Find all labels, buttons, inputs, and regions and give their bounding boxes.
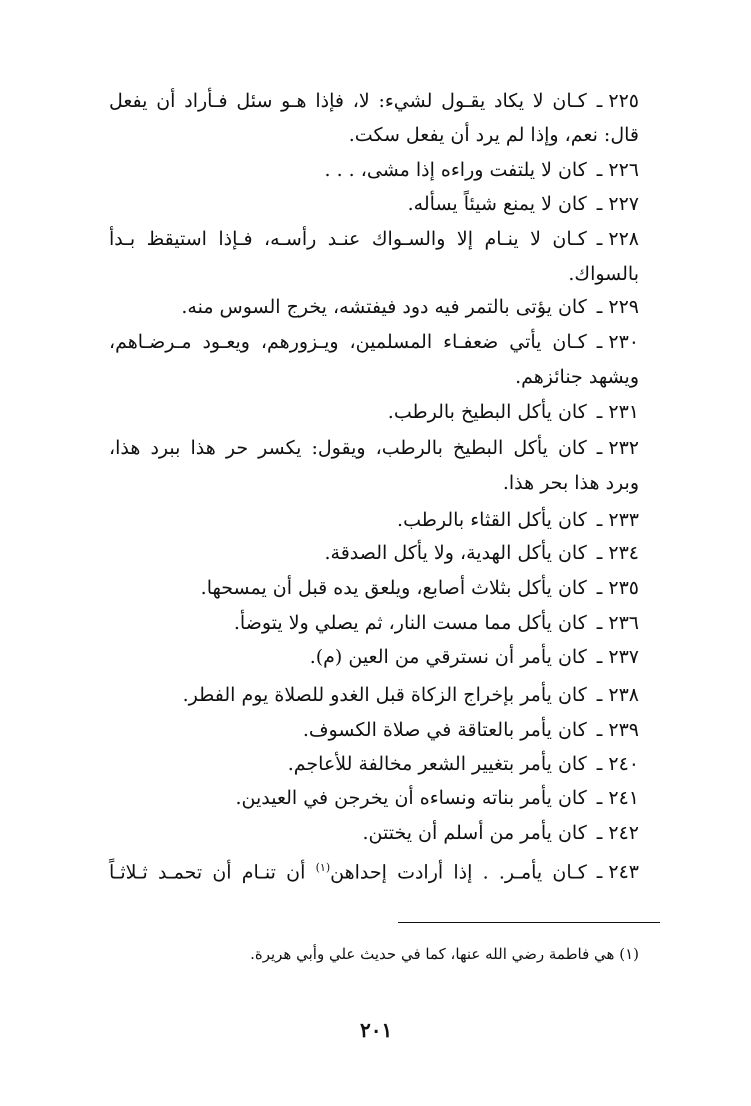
entry-227 [109,193,639,215]
entry-text: كان يأمر بناته ونساءه أن يخرجن في العيدين. [235,787,587,809]
entry-236 [109,612,639,634]
footnote: (١) هي فاطمة رضي الله عنها، كما في حديث علي وأبي هريرة. [250,945,639,963]
entry-number: ٢٤٠ ـ [596,753,639,775]
entry-number: ٢٤١ ـ [596,787,639,809]
page-number: ٢٠١ [360,1018,393,1042]
entry-228 [109,228,639,250]
entry-text: كان يأكل البطيخ بالرطب، ويقول: يكسر حر هذا ببرد هذا، [109,437,587,459]
entry-232 [109,437,639,459]
entry-225-continuation: قال: نعم، وإذا لم يرد أن يفعل سكت. [348,124,639,146]
entry-number: ٢٤٢ ـ [596,822,639,844]
entry-238 [109,684,639,706]
entry-229 [109,296,639,318]
entry-number: ٢٣٢ ـ [596,437,639,459]
entry-243 [109,857,639,883]
footnote-marker: (١) [315,861,331,874]
entry-text: كـان لا ينـام إلا والسـواك عنـد رأسـه، فـإذا استيقظ بـدأ [109,228,587,250]
entry-234 [109,542,639,564]
entry-text: كان يأمر أن نسترقي من العين (م). [309,646,587,668]
entry-number: ٢٣١ ـ [596,401,639,423]
entry-number: ٢٢٩ ـ [596,296,639,318]
entry-text: كـان يأتي ضعفـاء المسلمين، ويـزورهم، ويعـود مـرضـاهم، [109,331,587,353]
entry-235 [109,577,639,599]
entry-text: كان يأكل الهدية، ولا يأكل الصدقة. [324,542,587,564]
entry-number: ٢٢٨ ـ [596,228,639,250]
entry-number: ٢٣٨ ـ [596,684,639,706]
entry-233 [109,509,639,531]
entry-237 [109,646,639,668]
entry-text: كـان لا يكاد يقـول لشيء: لا، فإذا هـو سئل فـأراد أن يفعل [109,90,587,112]
entry-text: كان يأكل بثلاث أصابع، ويلعق يده قبل أن يمسحها. [200,577,587,599]
entry-230 [109,331,639,353]
entry-239 [109,719,639,741]
entry-number: ٢٣٧ ـ [596,646,639,668]
entry-text: كان يأكل البطيخ بالرطب. [387,401,587,423]
entry-text: كان يأكل مما مست النار، ثم يصلي ولا يتوضأ. [233,612,587,634]
entry-number: ٢٣٦ ـ [596,612,639,634]
entry-number: ٢٣٥ ـ [596,577,639,599]
entry-number: ٢٣٣ ـ [596,509,639,531]
entry-241 [109,787,639,809]
entry-230-continuation: ويشهد جنائزهم. [515,366,639,388]
entry-number: ٢٣٠ ـ [596,331,639,353]
entry-number: ٢٢٧ ـ [596,193,639,215]
entry-226 [109,159,639,181]
entry-text: كان لا يمنع شيئاً يسأله. [407,193,587,215]
entry-text: كان يؤتى بالتمر فيه دود فيفتشه، يخرج السوس منه. [181,296,587,318]
entry-text: كان يأمر بتغيير الشعر مخالفة للأعاجم. [287,753,587,775]
entry-number: ٢٤٣ ـ [596,861,639,884]
entry-number: ٢٢٥ ـ [596,90,639,112]
entry-text: كان يأكل القثاء بالرطب. [397,509,587,531]
entry-number: ٢٣٩ ـ [596,719,639,741]
entry-225 [109,90,639,112]
entry-231 [109,401,639,423]
entry-242 [109,822,639,844]
entry-number: ٢٣٤ ـ [596,542,639,564]
entry-text: كان يأمر بالعتاقة في صلاة الكسوف. [302,719,587,741]
entry-228-continuation: بالسواك. [568,263,639,285]
footnote-divider [398,922,660,923]
entry-number: ٢٢٦ ـ [596,159,639,181]
entry-text: كان يأمر من أسلم أن يختتن. [362,822,587,844]
entry-text: كـان يأمـر. . إذا أرادت إحداهن [330,861,587,884]
entry-text-continued: أن تنـام أن تحمـد ثـلاثـاً [109,861,306,884]
entry-240 [109,753,639,775]
entry-232-continuation: وبرد هذا بحر هذا. [502,472,639,494]
entry-text: كان لا يلتفت وراءه إذا مشى، . . . [324,159,587,181]
entry-text: كان يأمر بإخراج الزكاة قبل الغدو للصلاة يوم الفطر. [182,684,587,706]
